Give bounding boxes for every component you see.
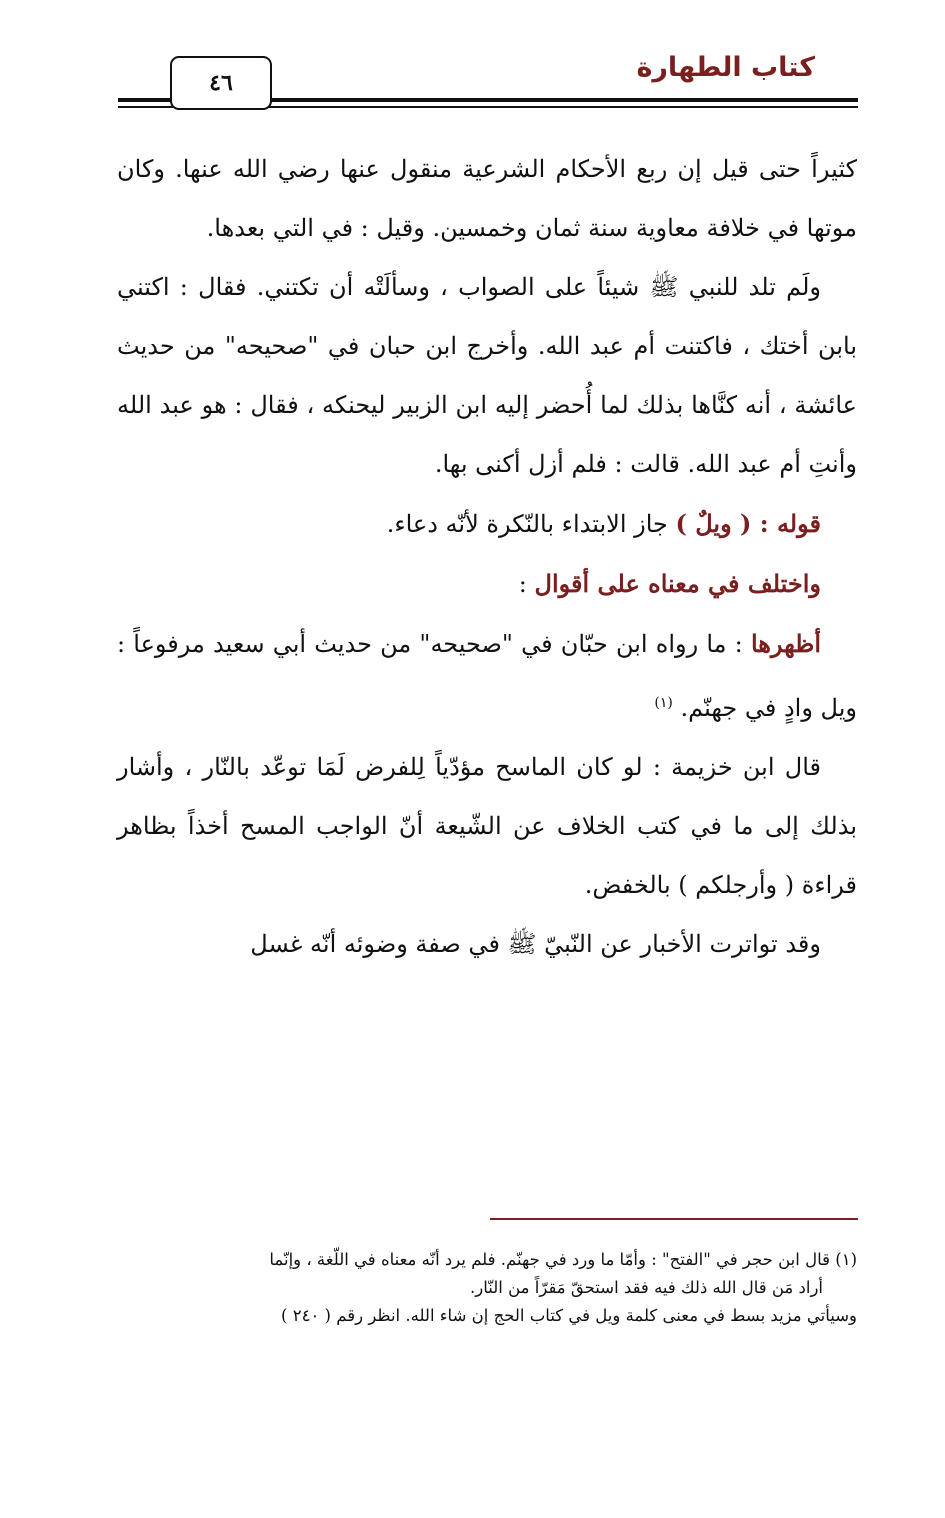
book-title: كتاب الطهارة bbox=[636, 52, 815, 83]
paragraph-3 bbox=[117, 494, 857, 554]
footnote-1-line-1: (١) قال ابن حجر في "الفتح" : وأمّا ما ورد في جهنّم. فلم يرد أنّه معناه في اللّغة ، وإنّما bbox=[269, 1250, 857, 1269]
paragraph-6: قال ابن خزيمة : لو كان الماسح مؤدّياً لِلفرض لَمَا توعّد بالنّار ، وأشار بذلك إلى ما في كتب الخلاف عن الشّيعة أنّ الواجب المسح أخذاً بظاهر قراءة ( وأرجلكم ) بالخفض. bbox=[117, 753, 857, 899]
footnote-separator bbox=[490, 1218, 858, 1220]
paragraph-5 bbox=[117, 614, 857, 738]
paragraph-1: كثيراً حتى قيل إن ربع الأحكام الشرعية منقول عنها رضي الله عنها. وكان موتها في خلافة معاوية سنة ثمان وخمسين. وقيل : في التي بعدها. bbox=[117, 155, 857, 242]
footnote-1-line-2: أراد مَن قال الله ذلك فيه فقد استحقّ مَقرّاً من النّار. bbox=[470, 1278, 823, 1297]
quote-label: قوله : ( ويلٌ ) bbox=[675, 509, 821, 538]
paragraph-7: وقد تواترت الأخبار عن النّبيّ ﷺ في صفة وضوئه أنّه غسل bbox=[250, 930, 821, 958]
opinions-colon: : bbox=[518, 570, 535, 598]
footnote-ref-1[interactable]: (١) bbox=[654, 695, 673, 711]
strongest-text: : ما رواه ابن حبّان في "صحيحه" من حديث أبي سعيد مرفوعاً : ويل وادٍ في جهنّم. bbox=[117, 630, 857, 722]
opinions-heading: واختلف في معناه على أقوال bbox=[534, 569, 821, 598]
main-text bbox=[117, 140, 857, 974]
footnotes bbox=[117, 1246, 857, 1330]
strongest-label: أظهرها bbox=[750, 629, 821, 658]
quote-text: جاز الابتداء بالنّكرة لأنّه دعاء. bbox=[386, 510, 668, 538]
page-number: ٤٦ bbox=[170, 56, 272, 110]
paragraph-4 bbox=[117, 554, 857, 614]
paragraph-2: ولَم تلد للنبي ﷺ شيئاً على الصواب ، وسألَتْه أن تكتني. فقال : اكتني بابن أختك ، فاكتنت أم عبد الله. وأخرج ابن حبان في "صحيحه" من حديث عائشة ، أنه كنَّاها بذلك لما أُحضر إليه ابن الزبير ليحنكه ، فقال : هو عبد الله وأنتِ أم عبد الله. قالت : فلم أزل أكنى بها. bbox=[117, 273, 858, 478]
footnote-1-line-3: وسيأتي مزيد بسط في معنى كلمة ويل في كتاب الحج إن شاء الله. انظر رقم ( ٢٤٠ ) bbox=[281, 1306, 857, 1325]
